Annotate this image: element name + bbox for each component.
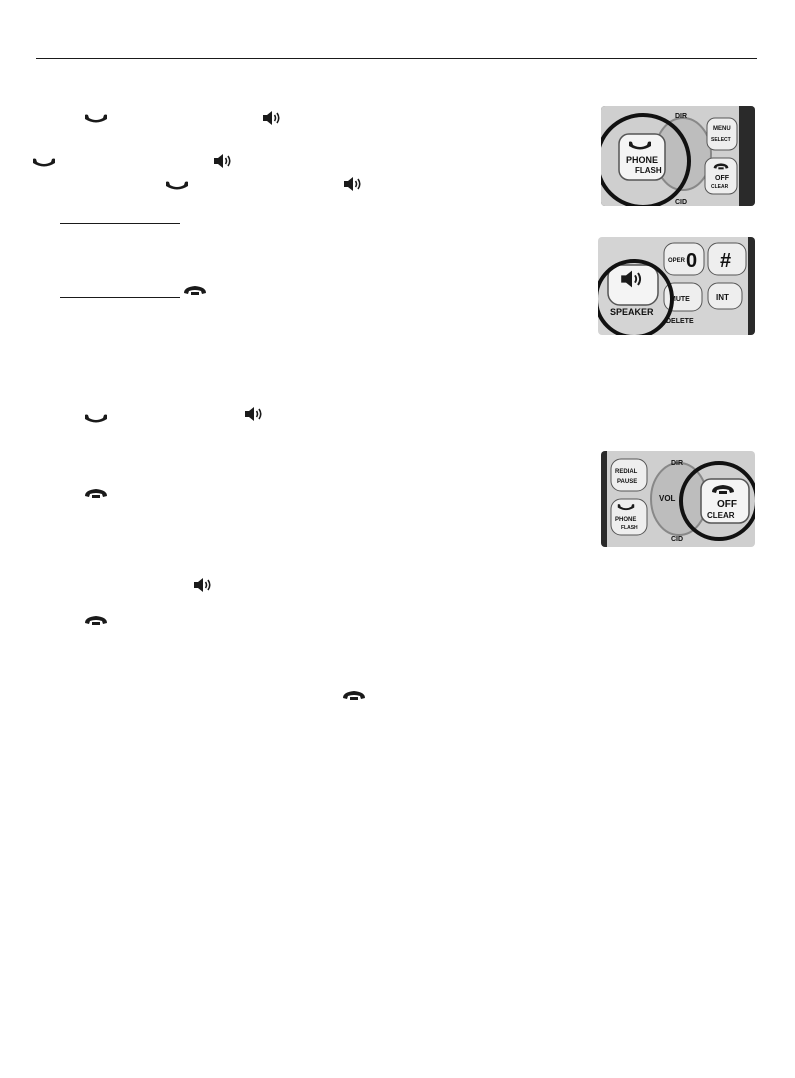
phone-flash-icon [32, 157, 56, 169]
phone-flash-icon [165, 180, 189, 192]
clear-label: CLEAR [711, 184, 729, 190]
delete-label: DELETE [666, 318, 694, 325]
mute-label: MUTE [670, 296, 690, 303]
clear-label: CLEAR [707, 511, 735, 520]
off-label: OFF [717, 499, 737, 510]
phone-flash-icon [84, 413, 108, 425]
off-icon [342, 689, 366, 701]
speaker-icon [213, 153, 233, 169]
speaker-key-photo [598, 237, 755, 335]
off-icon [183, 284, 207, 296]
speaker-label: SPEAKER [610, 307, 654, 317]
cid-label: CID [671, 536, 684, 543]
speaker-icon [244, 406, 264, 422]
oper-label: OPER [668, 258, 686, 264]
flash-label: FLASH [621, 525, 638, 531]
menu-label: MENU [713, 126, 731, 132]
speaker-icon [262, 110, 282, 126]
link-underline [60, 297, 180, 298]
phone-flash-icon [84, 113, 108, 125]
off-icon [84, 614, 108, 626]
off-clear-key-photo [601, 451, 755, 547]
flash-label: FLASH [635, 166, 662, 175]
select-label: SELECT [711, 137, 731, 143]
off-icon [84, 487, 108, 499]
cid-label: CID [675, 199, 688, 206]
phone-flash-key-photo [601, 106, 755, 206]
dir-label: DIR [675, 113, 688, 120]
pause-label: PAUSE [617, 479, 638, 485]
header-rule [36, 58, 757, 59]
zero-key-label: 0 [686, 250, 698, 272]
hash-key-label: # [720, 250, 732, 272]
phone-label: PHONE [626, 155, 659, 165]
dir-label: DIR [671, 460, 684, 467]
speaker-icon [193, 577, 213, 593]
vol-label: VOL [659, 494, 676, 503]
redial-label: REDIAL [615, 469, 638, 475]
link-underline [60, 223, 180, 224]
speaker-icon [343, 176, 363, 192]
off-label: OFF [715, 175, 729, 182]
int-label: INT [716, 293, 729, 302]
phone-label: PHONE [615, 517, 637, 523]
